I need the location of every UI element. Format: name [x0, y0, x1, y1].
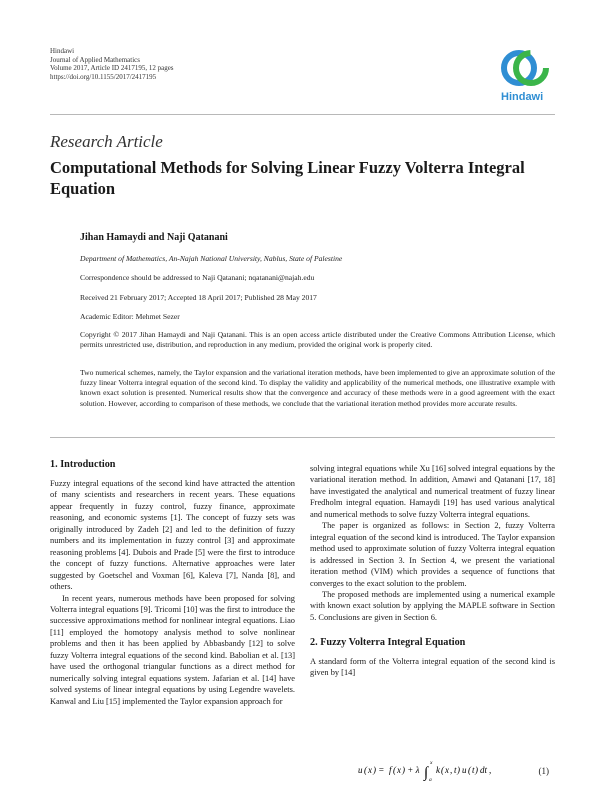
svg-text:x: x: [368, 765, 372, 775]
svg-text:(: (: [441, 765, 444, 775]
logo-text: Hindawi: [501, 91, 544, 103]
svg-text:(: (: [393, 765, 396, 775]
equation-number: (1): [538, 766, 549, 776]
svg-text:x: x: [445, 765, 449, 775]
journal-info: [50, 47, 174, 81]
right-paragraph-2: The paper is organized as follows: in Section 2, fuzzy Volterra integral equation of the second kind is introduced. The Taylor expansion method used to approximate solution of fuzzy Volterra integral equation is addressed in Section 3. In Section 4, we present the variational iteration method (VIM) which provides a sequence of functions that converges to the exact solution to the problem.: [310, 521, 555, 588]
svg-text:,: ,: [489, 765, 492, 775]
right-column: [310, 463, 555, 679]
svg-text:u: u: [358, 765, 363, 775]
svg-text:f: f: [389, 765, 392, 775]
svg-text:k: k: [436, 765, 440, 775]
svg-text:a: a: [429, 777, 432, 783]
equation-1-formula: [358, 756, 518, 784]
article-title: Computational Methods for Solving Linear Fuzzy Volterra Integral Equation: [50, 158, 525, 198]
left-column: [50, 478, 295, 707]
svg-text:(: (: [468, 765, 471, 775]
svg-text:x: x: [397, 765, 401, 775]
correspondence: Correspondence should be addressed to Naji Qatanani; nqatanani@najah.edu: [80, 273, 315, 282]
svg-text:): ): [457, 765, 460, 775]
right-paragraph-1: solving integral equations while Xu [16] solved integral equations by the variational iteration method. In addition, Amawi and Qatanani [17, 18] have investigated the analytical and numerical treatment of fuzzy linear Fredholm integral equation. Hamaydi [19] has used various analytical and numerical methods to solve fuzzy Volterra integral equations.: [310, 464, 555, 519]
section-heading-fuzzy-volterra: 2. Fuzzy Volterra Integral Equation: [310, 637, 466, 649]
right-paragraph-3: The proposed methods are implemented using a numerical example with known exact solution by applying the MAPLE software in Section 5. Conclusions are given in Section 6.: [310, 589, 555, 622]
svg-text:x: x: [430, 760, 433, 766]
svg-text:∫: ∫: [424, 765, 429, 781]
authors: Jihan Hamaydi and Naji Qatanani: [80, 232, 228, 243]
hindawi-logo: [497, 46, 555, 108]
section2-paragraph-1: A standard form of the Volterra integral equation of the second kind is given by [14]: [310, 656, 555, 678]
equation-1: [358, 756, 553, 784]
section-heading-introduction: 1. Introduction: [50, 459, 116, 470]
intro-paragraph-1: Fuzzy integral equations of the second kind have attracted the attention of many scientists and researchers in recent years. These equations appear frequently in fuzzy control, fuzzy finance, approximate reasoning, and economic systems [1]. The concept of fuzzy sets was originally introduced by Zadeh [2] and led to the definition of fuzzy numbers and its implementation in fuzzy control [3] and approximate reasoning problems [4]. Dubois and Prade [5] were the first to introduce the concept of fuzzy functions. Alternative approaches were later suggested by Goetschel and Voxman [6], Kaleva [7], Nanda [8], and others.: [50, 479, 295, 592]
svg-text:dt: dt: [480, 765, 488, 775]
svg-text:(: (: [364, 765, 367, 775]
svg-text:): ): [475, 765, 478, 775]
svg-text:,: ,: [450, 765, 453, 775]
svg-text:) + λ: ) + λ: [402, 765, 420, 775]
copyright-notice: Copyright © 2017 Jihan Hamaydi and Naji Qatanani. This is an open access article distributed under the Creative Commons Attribution License, which permits unrestricted use, distribution, and reproduction in any medium, provided the original work is properly cited.: [80, 330, 555, 349]
hindawi-logo-icon: [497, 46, 555, 92]
academic-editor: Academic Editor: Mehmet Sezer: [80, 312, 180, 321]
publication-dates: Received 21 February 2017; Accepted 18 April 2017; Published 28 May 2017: [80, 293, 317, 302]
header-divider: [50, 114, 555, 115]
abstract-divider: [50, 437, 555, 438]
article-type: Research Article: [50, 132, 163, 151]
volume-info: Volume 2017, Article ID 2417195, 12 pages: [50, 64, 174, 73]
svg-text:u: u: [462, 765, 467, 775]
publisher-name: Hindawi: [50, 47, 75, 55]
svg-text:t: t: [454, 765, 457, 775]
intro-paragraph-2: In recent years, numerous methods have been proposed for solving Volterra integral equations [9]. Tricomi [10] was the first to introduce the successive approximations method for nonlinear integral equations. Liao [11] employed the homotopy analysis method to solve nonlinear problems and then it has been applied by Abbasbandy [12] to solve fuzzy Volterra integral equations of the second kind. Babolian et al. [13] have used the orthogonal triangular functions as a direct method for numerically solving integral equations system. Jafarian et al. [14] have solved systems of linear integral equations by using Legendre wavelets. Kanwal and Liu [15] implemented the Taylor expansion approach for: [50, 593, 295, 706]
doi-link[interactable]: https://doi.org/10.1155/2017/2417195: [50, 72, 157, 81]
abstract: Two numerical schemes, namely, the Taylor expansion and the variational iteration methods, have been implemented to give an approximate solution of the fuzzy linear Volterra integral equation of the second kind. To display the validity and applicability of the numerical methods, one illustrative example with known exact solution is presented. Numerical results show that the convergence and accuracy of these methods were in a good agreement with the exact solution. However, according to comparison of these methods, we conclude that the variational iteration method provides more accurate results.: [80, 368, 555, 408]
svg-text:) =: ) =: [373, 765, 385, 775]
svg-text:t: t: [472, 765, 475, 775]
affiliation: Department of Mathematics, An-Najah National University, Nablus, State of Palestine: [80, 254, 343, 263]
journal-name: Journal of Applied Mathematics: [50, 55, 141, 64]
